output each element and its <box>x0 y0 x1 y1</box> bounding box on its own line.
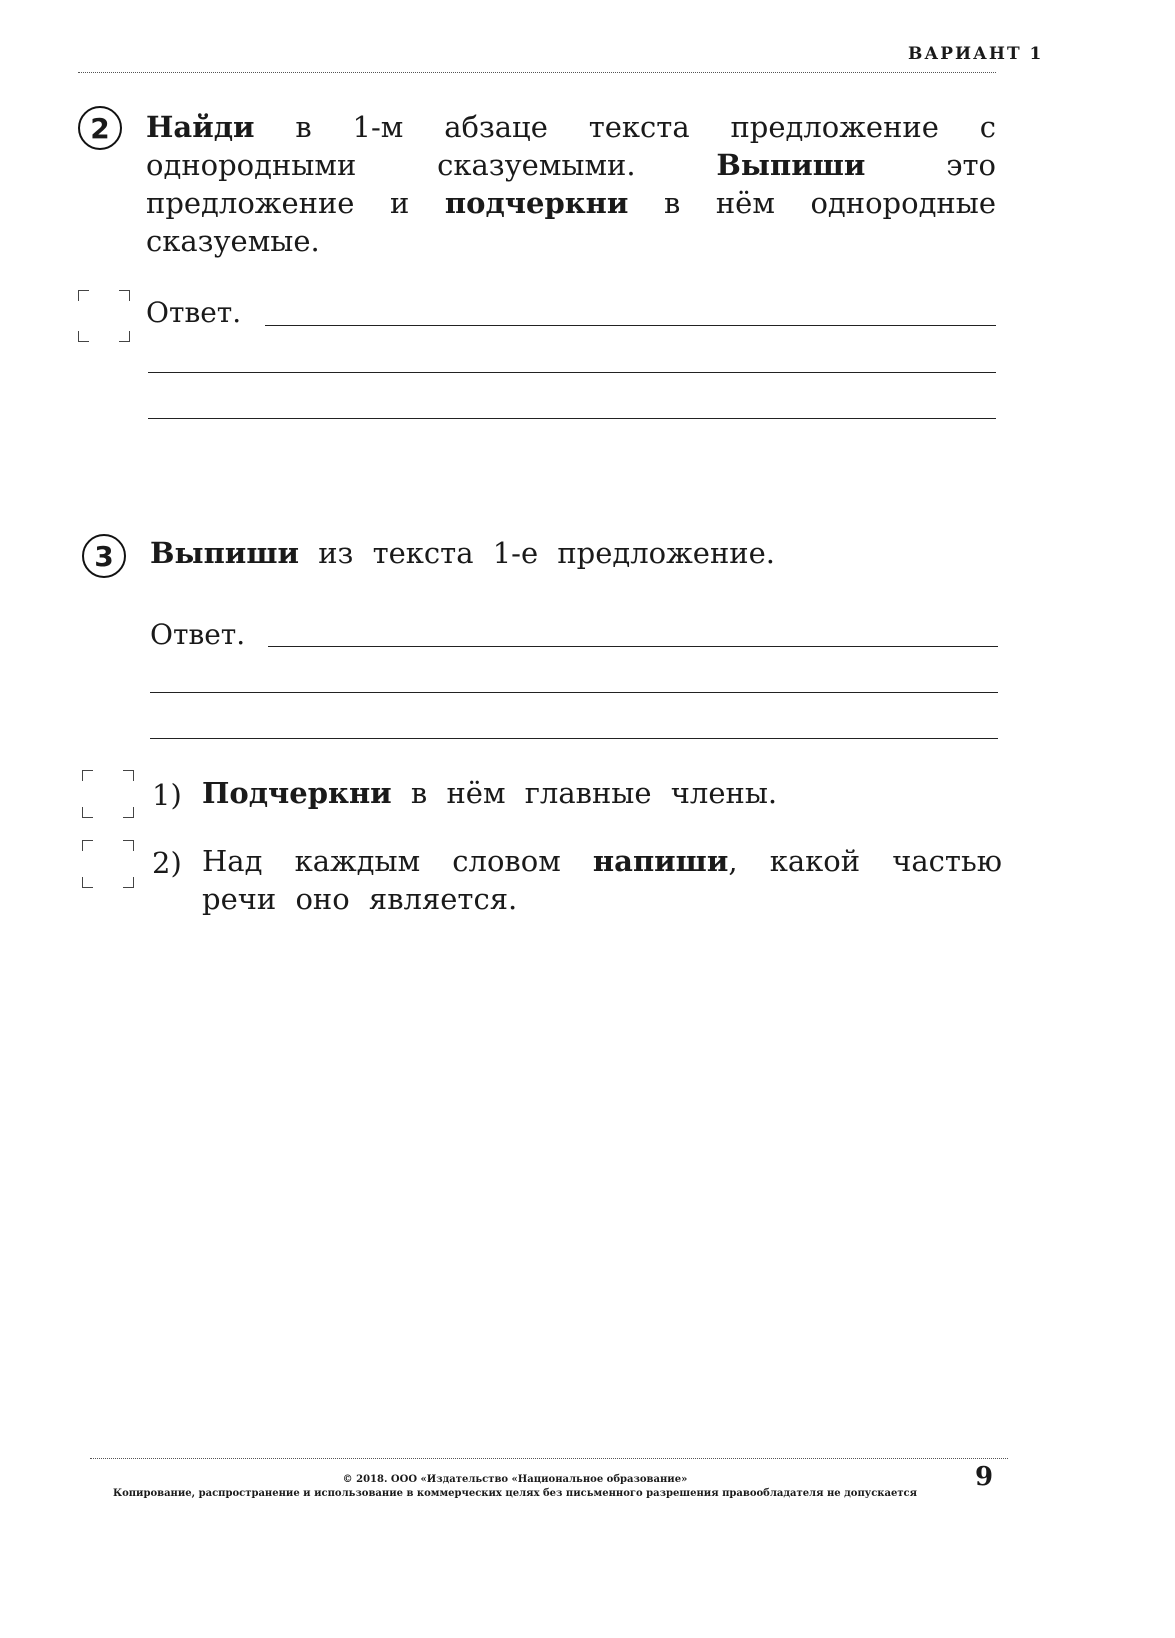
score-box-task-3-1 <box>82 770 134 818</box>
page-number: 9 <box>975 1462 994 1492</box>
task-2-answer-label: Ответ. <box>146 296 242 329</box>
bold-instruction: Выпиши <box>716 148 866 182</box>
text-run: , какой частью речи оно является. <box>202 844 1002 916</box>
footer-notice: Копирование, распространение и использование в коммерческих целях без письменного разрешения правообладателя не допускается <box>112 1488 918 1499</box>
task-3-answer-line-2[interactable] <box>150 692 998 693</box>
task-2-number: 2 <box>78 106 122 150</box>
text-run: это предложение и <box>146 148 996 220</box>
task-3-sub1-number: 1) <box>152 778 182 812</box>
bold-instruction: подчеркни <box>444 186 629 220</box>
score-box-task-2 <box>78 290 130 342</box>
text-run: Над каждым словом <box>202 844 593 878</box>
bold-instruction: Выпиши <box>150 536 299 570</box>
footer-copyright: © 2018. ООО «Издательство «Национальное образование» <box>342 1474 688 1485</box>
task-2-text <box>146 108 996 260</box>
text-run: в 1-м абзаце текста предложение с однородными сказуемыми. <box>146 110 996 182</box>
task-3-answer-line-3[interactable] <box>150 738 998 739</box>
task-3-answer-line-1[interactable] <box>268 646 998 647</box>
text-run: в нём однородные сказуемые. <box>146 186 996 258</box>
task-3-sub2-text <box>202 842 1002 918</box>
variant-label: ВАРИАНТ 1 <box>908 44 1044 64</box>
task-2-answer-line-3[interactable] <box>148 418 996 419</box>
task-2-answer-line-2[interactable] <box>148 372 996 373</box>
task-3-sub2-number: 2) <box>152 846 182 880</box>
bold-instruction: напиши <box>592 844 729 878</box>
task-3-sub1-text <box>202 774 1002 812</box>
task-3-number: 3 <box>82 534 126 578</box>
bold-instruction: Подчеркни <box>202 776 392 810</box>
score-box-task-3-2 <box>82 840 134 888</box>
bold-instruction: Найди <box>146 110 255 144</box>
task-2-answer-line-1[interactable] <box>265 325 996 326</box>
task-3-answer-label: Ответ. <box>150 618 246 651</box>
header-rule <box>78 72 996 73</box>
text-run: из текста 1-е предложение. <box>299 536 776 570</box>
footer-rule <box>90 1458 1008 1459</box>
text-run: в нём главные члены. <box>391 776 778 810</box>
task-3-text <box>150 534 1000 572</box>
